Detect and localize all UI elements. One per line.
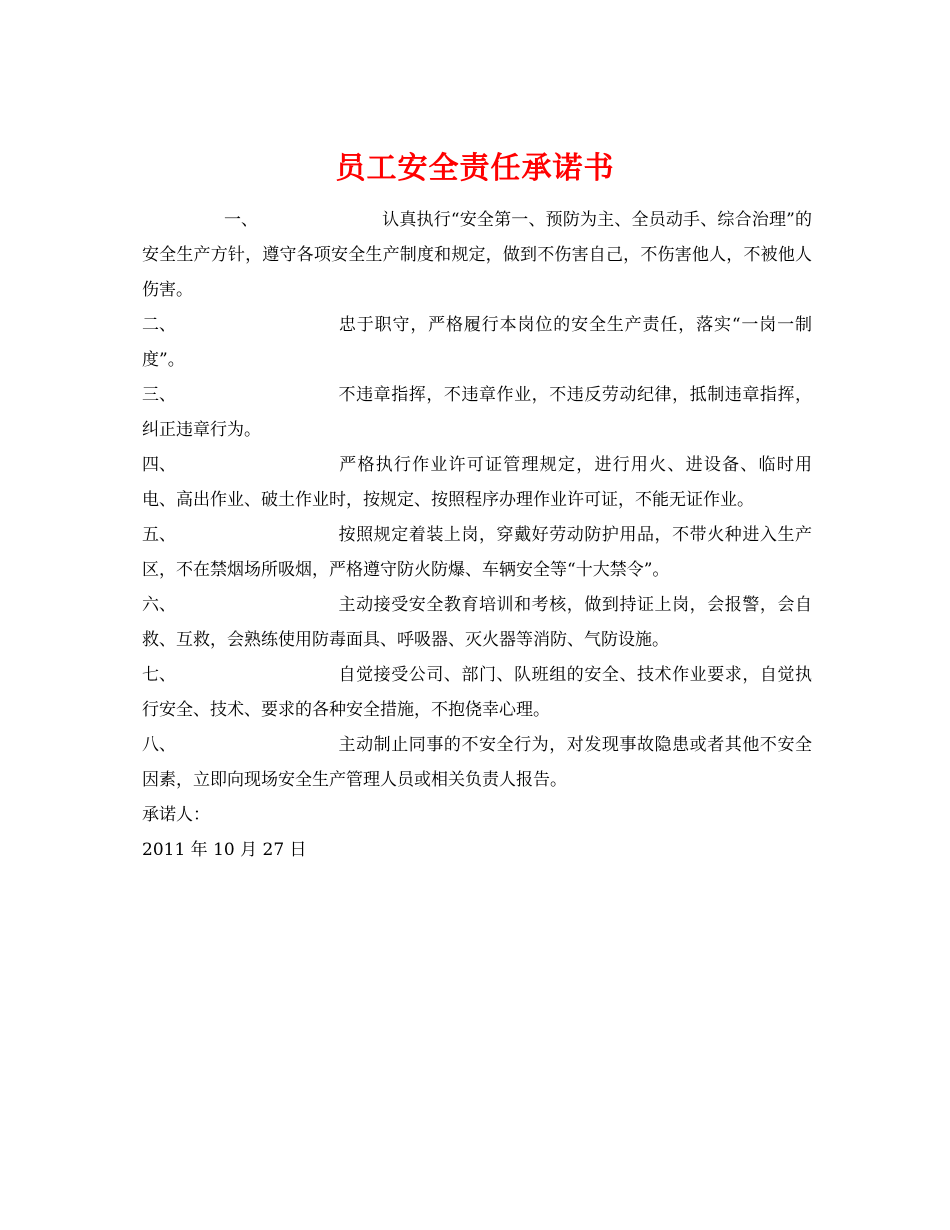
- commitment-number-6: 六、: [142, 595, 176, 615]
- commitment-item-8: [142, 728, 812, 798]
- commitment-item-4: [142, 448, 812, 518]
- commitment-number-1: 一、: [224, 210, 258, 230]
- commitment-number-4: 四、: [142, 455, 176, 475]
- document-date: 2011 年 10 月 27 日: [142, 840, 307, 860]
- commitment-text-1: 认真执行“安全第一、预防为主、全员动手、综合治理”的安全生产方针，遵守各项安全生产制度和规定，做到不伤害自己，不伤害他人，不被他人伤害。: [142, 210, 812, 300]
- promisor-label: 承诺人：: [142, 805, 210, 825]
- document-title: 员工安全责任承诺书: [335, 151, 615, 187]
- commitment-item-3: [142, 378, 812, 448]
- commitment-text-5: 按照规定着装上岗，穿戴好劳动防护用品，不带火种进入生产区，不在禁烟场所吸烟，严格遵守防火防爆、车辆安全等“十大禁令”。: [142, 525, 812, 580]
- commitment-number-7: 七、: [142, 665, 176, 685]
- commitment-item-1: [142, 203, 812, 308]
- commitment-text-6: 主动接受安全教育培训和考核，做到持证上岗，会报警，会自救、互救，会熟练使用防毒面具、呼吸器、灭火器等消防、气防设施。: [142, 595, 812, 650]
- commitment-item-6: [142, 588, 812, 658]
- document-body: [142, 203, 812, 868]
- commitment-text-2: 忠于职守，严格履行本岗位的安全生产责任，落实“一岗一制度”。: [142, 315, 812, 370]
- commitment-number-2: 二、: [142, 315, 176, 335]
- commitment-text-8: 主动制止同事的不安全行为，对发现事故隐患或者其他不安全因素，立即向现场安全生产管理人员或相关负责人报告。: [142, 735, 812, 790]
- commitment-item-5: [142, 518, 812, 588]
- commitment-item-7: [142, 658, 812, 728]
- commitment-number-5: 五、: [142, 525, 176, 545]
- commitment-number-8: 八、: [142, 735, 176, 755]
- commitment-text-4: 严格执行作业许可证管理规定，进行用火、进设备、临时用电、高出作业、破土作业时，按规定、按照程序办理作业许可证，不能无证作业。: [142, 455, 812, 510]
- commitment-item-2: [142, 308, 812, 378]
- commitment-number-3: 三、: [142, 385, 176, 405]
- commitment-text-7: 自觉接受公司、部门、队班组的安全、技术作业要求，自觉执行安全、技术、要求的各种安全措施，不抱侥幸心理。: [142, 665, 812, 720]
- commitment-text-3: 不违章指挥，不违章作业，不违反劳动纪律，抵制违章指挥，纠正违章行为。: [142, 385, 812, 440]
